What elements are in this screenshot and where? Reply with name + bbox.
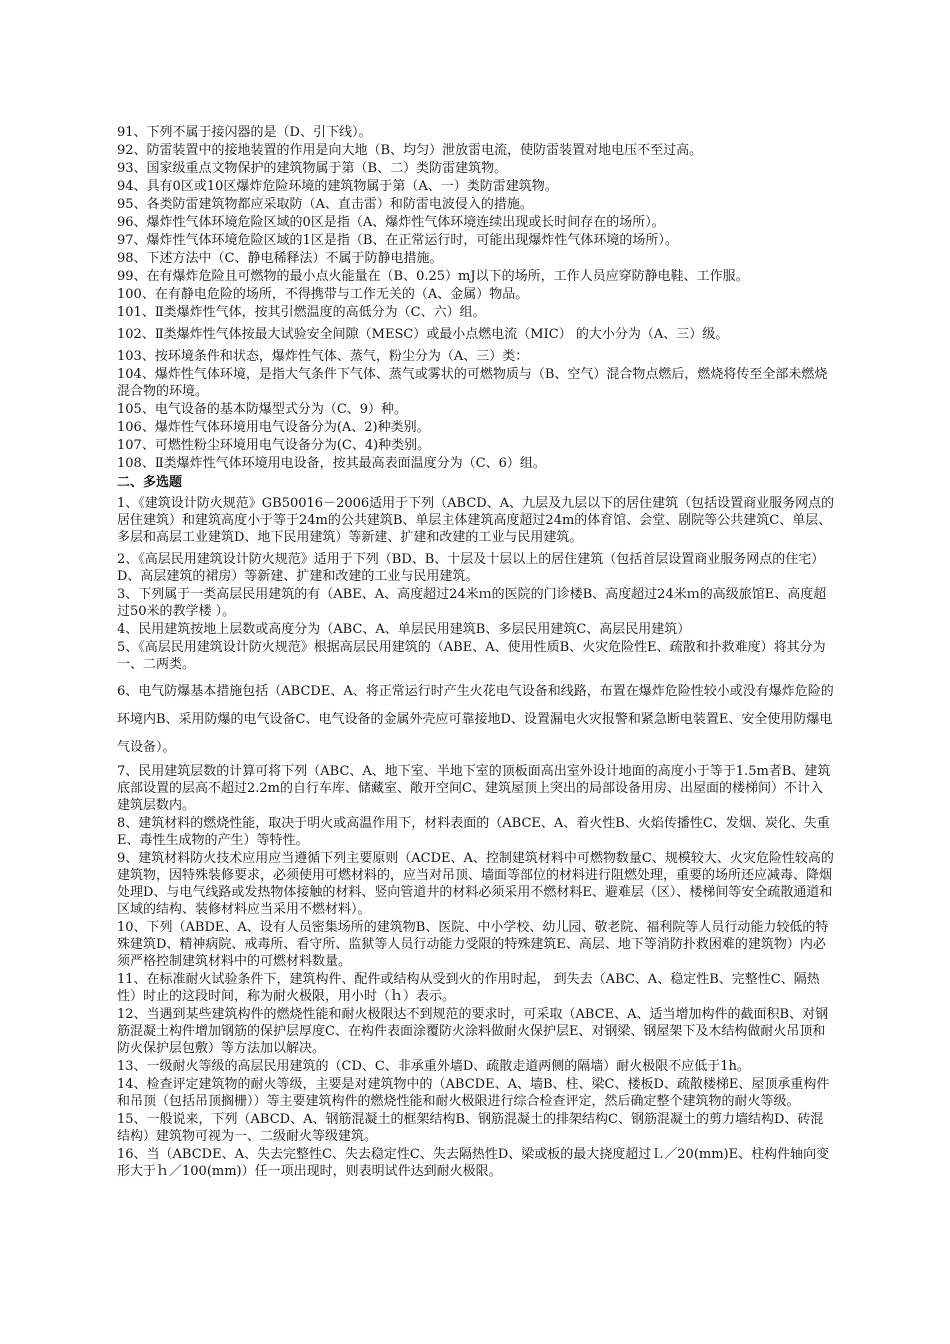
mc-question-6: 6、电气防爆基本措施包括（ABCDE、A、将正常运行时产生火花电气设备和线路，布置在爆炸危险性较小或没有爆炸危险的环境内B、采用防爆的电气设备C、电气设备的金属外壳应可靠接地D、设置漏电火灾报警和紧急断电装置E、安全使用防爆电气设备）。	[117, 684, 834, 755]
question-107: 107、可燃性粉尘环境用电气设备分为(C、4)种类别。	[117, 438, 431, 453]
multiple-choice-section	[117, 495, 835, 1180]
mc-question-1: 1、《建筑设计防火规范》GB50016－2006适用于下列（ABCD、A、九层及九层以下的居住建筑（包括设置商业服务网点的居住建筑）和建筑高度小于等于24m的公共建筑B、单层主体建筑高度超过24m的体育馆、会堂、剧院等公共建筑C、单层、多层和高层工业建筑D、地下民用建筑）等新建、扩建和改建的工业与民用建筑。	[117, 496, 835, 545]
question-93: 93、国家级重点文物保护的建筑物属于第（B、二）类防雷建筑物。	[117, 161, 508, 176]
mc-question-8: 8、建筑材料的燃烧性能，取决于明火或高温作用下，材料表面的（ABCE、A、着火性B、火焰传播性C、发烟、炭化、失重E、毒性生成物的产生）等特性。	[117, 816, 830, 848]
question-101: 101、Ⅱ类爆炸性气体，按其引燃温度的高低分为（C、六）组。	[117, 305, 486, 320]
question-97: 97、爆炸性气体环境危险区域的1区是指（B、在正常运行时，可能出现爆炸性气体环境的场所）。	[117, 233, 678, 248]
question-105: 105、电气设备的基本防爆型式分为（C、9）种。	[117, 402, 408, 417]
mc-question-10: 10、下列（ABDE、A、设有人员密集场所的建筑物B、医院、中小学校、幼儿园、敬老院、福利院等人员行动能力较低的特殊建筑D、精神病院、戒毒所、看守所、监狱等人员行动能力受限的特殊建筑E、高层、地下等消防扑救困难的建筑物）内必须严格控制建筑材料中的可燃材料数量。	[117, 920, 829, 969]
mc-question-7: 7、民用建筑层数的计算可将下列（ABC、A、地下室、半地下室的顶板面高出室外设计地面的高度小于等于1.5m者B、建筑底部设置的层高不超过2.2m的自行车库、储藏室、敞开空间C、建筑屋顶上突出的局部设备用房、出屋面的楼梯间）不计入建筑层数内。	[117, 764, 831, 813]
question-100: 100、在有静电危险的场所，不得携带与工作无关的（A、金属）物品。	[117, 287, 529, 302]
question-102: 102、Ⅱ类爆炸性气体按最大试验安全间隙（MESC）或最小点燃电流（MIC） 的大小分为（A、三）级。	[117, 327, 729, 342]
question-91: 91、下列不属于接闪器的是（D、引下线）。	[117, 125, 372, 140]
mc-question-16: 16、当（ABCDE、A、失去完整性C、失去稳定性C、失去隔热性D、梁或板的最大挠度超过Ｌ／20(mm)E、柱构件轴向变形大于ｈ／100(mm)）任一项出现时，则表明试件达到耐火极限。	[117, 1147, 830, 1179]
mc-question-9: 9、建筑材料防火技术应用应当遵循下列主要原则（ACDE、A、控制建筑材料中可燃物数量C、规模较大、火灾危险性较高的建筑物，因特殊装修要求，必须使用可燃材料的，应当对吊顶、墙面等部位的材料进行阻燃处理，重要的场所还应减毒、降烟处理D、与电气线路或发热物体接触的材料、竖向管道井的材料必须采用不燃材料E、避难层（区）、楼梯间等安全疏散通道和区域的结构、装修材料应当采用不燃材料）。	[117, 851, 834, 917]
question-106: 106、爆炸性气体环境用电气设备分为(A、2)种类别。	[117, 420, 430, 435]
mc-question-3: 3、下列属于一类高层民用建筑的有（ABE、A、高度超过24米ｍ的医院的门诊楼B、高度超过24米ｍ的高级旅馆E、高度超过50米的教学楼 ）。	[117, 587, 827, 619]
question-92: 92、防雷装置中的接地装置的作用是向大地（B、均匀）泄放雷电流，使防雷装置对地电压不至过高。	[117, 143, 703, 158]
mc-question-2: 2、《高层民用建筑设计防火规范》适用于下列（BD、B、十层及十层以上的居住建筑（包括首层设置商业服务网点的住宅）D、高层建筑的裙房）等新建、扩建和改建的工业与民用建筑。	[117, 552, 825, 584]
question-104: 104、爆炸性气体环境，是指大气条件下气体、蒸气或雾状的可燃物质与（B、空气）混合物点燃后，燃烧将传至全部未燃烧混合物的环境。	[117, 367, 828, 399]
question-98: 98、下述方法中（C、静电稀释法）不属于防静电措施。	[117, 251, 443, 266]
question-108: 108、Ⅱ类爆炸性气体环境用电设备，按其最高表面温度分为（C、6）组。	[117, 456, 546, 471]
mc-question-5: 5、《高层民用建筑设计防火规范》根据高层民用建筑的（ABE、A、使用性质B、火灾危险性E、疏散和扑救难度）将其分为一、二两类。	[117, 640, 826, 672]
question-94: 94、具有0区或10区爆炸危险环境的建筑物属于第（A、一）类防雷建筑物。	[117, 179, 558, 194]
mc-question-14: 14、检查评定建筑物的耐火等级，主要是对建筑物中的（ABCDE、A、墙B、柱、梁C、楼板D、疏散楼梯E、屋顶承重构件和吊顶（包括吊顶搁栅））等主要建筑构件的燃烧性能和耐火极限进行综合检查评定，然后确定整个建筑物的耐火等级。	[117, 1077, 830, 1109]
question-95: 95、各类防雷建筑物都应采取防（A、直击雷）和防雷电波侵入的措施。	[117, 197, 533, 212]
question-103: 103、按环境条件和状态，爆炸性气体、蒸气，粉尘分为（A、三）类：	[117, 349, 529, 364]
mc-question-12: 12、当遇到某些建筑构件的燃烧性能和耐火极限达不到规范的要求时，可采取（ABCE、A、适当增加构件的截面积B、对钢筋混凝土构件增加钢筋的保护层厚度C、在构件表面涂覆防火涂料做耐火保护层E、对钢梁、钢屋架下及木结构做耐火吊顶和防火保护层包敷）等方法加以解决。	[117, 1007, 829, 1056]
single-choice-section	[117, 124, 835, 472]
mc-question-15: 15、一般说来，下列（ABCD、A、钢筋混凝土的框架结构B、钢筋混凝土的排架结构C、钢筋混凝土的剪力墙结构D、砖混结构）建筑物可视为一、二级耐火等级建筑。	[117, 1112, 824, 1144]
question-99: 99、在有爆炸危险且可燃物的最小点火能量在（B、0.25）mJ以下的场所，工作人员应穿防静电鞋、工作服。	[117, 269, 749, 284]
mc-question-4: 4、民用建筑按地上层数或高度分为（ABC、A、单层民用建筑B、多层民用建筑C、高层民用建筑）	[117, 622, 691, 637]
document-page	[117, 124, 835, 1181]
mc-question-13: 13、一级耐火等级的高层民用建筑的（CD、C、非承重外墙D、疏散走道两侧的隔墙）耐火极限不应低于1h。	[117, 1059, 750, 1074]
section-heading-multiple-choice: 二、多选题	[117, 475, 183, 490]
question-96: 96、爆炸性气体环境危险区域的0区是指（A、爆炸性气体环境连续出现或长时间存在的场所）。	[117, 215, 665, 230]
mc-question-11: 11、在标准耐火试验条件下，建筑构件、配件或结构从受到火的作用时起， 到失去（ABC、A、稳定性B、完整性C、隔热性）时止的这段时间，称为耐火极限，用小时（ｈ）表示。	[117, 972, 820, 1004]
